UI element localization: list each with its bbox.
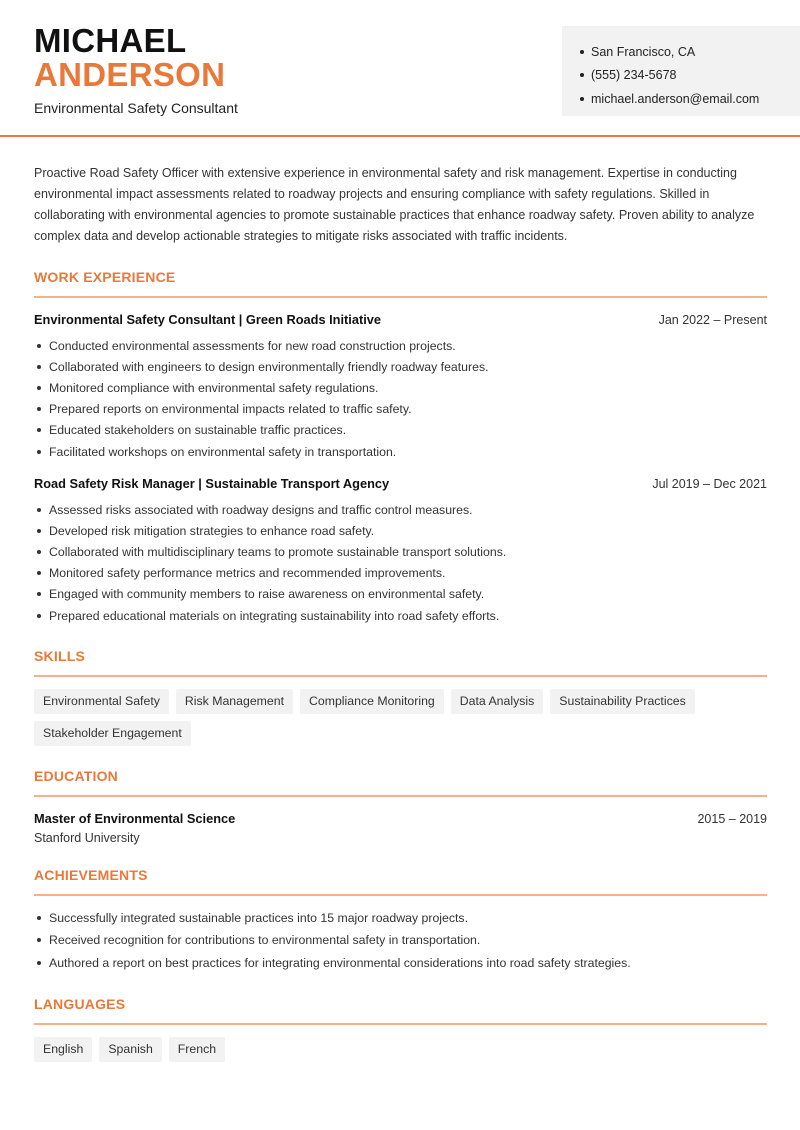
list-item-text: Monitored compliance with environmental safety regulations. — [49, 380, 379, 395]
bullet-icon — [37, 571, 41, 575]
list-item — [34, 441, 767, 462]
education-entry — [34, 811, 767, 845]
skill-chip: Compliance Monitoring — [300, 689, 444, 714]
job-date: Jan 2022 – Present — [658, 313, 767, 327]
list-item-text: Developed risk mitigation strategies to enhance road safety. — [49, 523, 375, 538]
bullet-icon — [37, 407, 41, 411]
contact-email-text: michael.anderson@email.com — [591, 91, 760, 106]
first-name: MICHAEL — [34, 22, 187, 59]
skill-chip: Environmental Safety — [34, 689, 169, 714]
bullet-icon — [37, 365, 41, 369]
bullet-icon — [37, 344, 41, 348]
list-item — [34, 906, 767, 929]
list-item-text: Assessed risks associated with roadway designs and traffic control measures. — [49, 502, 473, 517]
bullet-icon — [37, 529, 41, 533]
job-entry — [34, 476, 767, 626]
contact-phone — [580, 64, 800, 88]
skill-chip: Risk Management — [176, 689, 293, 714]
skill-chip: Stakeholder Engagement — [34, 721, 191, 746]
skills-heading: SKILLS — [34, 648, 767, 677]
bullet-icon — [37, 614, 41, 618]
bullet-icon — [37, 450, 41, 454]
list-item — [34, 356, 767, 377]
achievements-heading: ACHIEVEMENTS — [34, 867, 767, 896]
contact-email — [580, 87, 800, 111]
list-item-text: Facilitated workshops on environmental safety in transportation. — [49, 444, 397, 459]
bullet-icon — [37, 428, 41, 432]
bullet-icon — [37, 916, 41, 920]
skill-chip: Data Analysis — [451, 689, 544, 714]
contact-location — [580, 40, 800, 64]
bullet-icon — [580, 50, 584, 54]
list-item — [34, 335, 767, 356]
list-item — [34, 563, 767, 584]
bullet-icon — [37, 938, 41, 942]
contact-location-text: San Francisco, CA — [591, 44, 696, 59]
list-item-text: Prepared educational materials on integrating sustainability into road safety efforts. — [49, 608, 500, 623]
summary: Proactive Road Safety Officer with extensive experience in environmental safety and risk management. Expertise in conducting environmental impact assessments related to roadway projects and ensuring compliance with safety regulations. Skilled in collaborating with environmental agencies to promote sustainable practices that enhance roadway safety. Proven ability to analyze complex data and develop actionable strategies to mitigate risks associated with traffic incidents. — [34, 166, 755, 243]
resume-body — [34, 163, 767, 1069]
language-chip: French — [169, 1037, 225, 1062]
list-item-text: Conducted environmental assessments for new road construction projects. — [49, 338, 456, 353]
bullet-icon — [37, 386, 41, 390]
list-item — [34, 420, 767, 441]
list-item-text: Monitored safety performance metrics and recommended improvements. — [49, 566, 446, 581]
language-chip: English — [34, 1037, 92, 1062]
list-item — [34, 499, 767, 520]
bullet-icon — [580, 73, 584, 77]
list-item-text: Collaborated with multidisciplinary teams to promote sustainable transport solutions. — [49, 545, 507, 560]
list-item-text: Authored a report on best practices for integrating environmental considerations into road safety strategies. — [49, 955, 631, 970]
contact-phone-text: (555) 234-5678 — [591, 68, 677, 83]
job-bullets — [34, 335, 767, 462]
skill-chip: Sustainability Practices — [550, 689, 694, 714]
list-item — [34, 377, 767, 398]
job-date: Jul 2019 – Dec 2021 — [652, 477, 767, 492]
language-chip: Spanish — [99, 1037, 161, 1062]
list-item-text: Successfully integrated sustainable practices into 15 major roadway projects. — [49, 910, 468, 925]
list-item — [34, 399, 767, 420]
bullet-icon — [37, 508, 41, 512]
languages-heading: LANGUAGES — [34, 996, 767, 1025]
list-item — [34, 584, 767, 605]
job-entry — [34, 312, 767, 462]
list-item-text: Received recognition for contributions to environmental safety in transportation. — [49, 933, 481, 947]
job-title: Environmental Safety Consultant — [34, 100, 238, 116]
list-item — [34, 605, 767, 626]
school: Stanford University — [34, 831, 140, 846]
education-date: 2015 – 2019 — [697, 812, 767, 827]
languages-list — [34, 1037, 734, 1069]
contact-box — [562, 26, 800, 116]
education-heading: EDUCATION — [34, 768, 767, 797]
bullet-icon — [37, 550, 41, 554]
job-role: Environmental Safety Consultant | Green Roads Initiative — [34, 312, 382, 327]
skills-list — [34, 689, 734, 753]
list-item-text: Prepared reports on environmental impacts related to traffic safety. — [49, 402, 412, 417]
last-name: ANDERSON — [34, 56, 226, 93]
bullet-icon — [37, 592, 41, 596]
list-item — [34, 520, 767, 541]
list-item — [34, 542, 767, 563]
resume-header — [0, 0, 800, 137]
achievements-list — [34, 906, 767, 974]
list-item-text: Educated stakeholders on sustainable traffic practices. — [49, 423, 347, 438]
list-item — [34, 929, 767, 952]
list-item — [34, 951, 767, 974]
work-experience-heading: WORK EXPERIENCE — [34, 269, 767, 298]
degree: Master of Environmental Science — [34, 811, 236, 827]
job-bullets — [34, 499, 767, 626]
bullet-icon — [37, 961, 41, 965]
list-item-text: Collaborated with engineers to design environmentally friendly roadway features. — [49, 359, 489, 374]
bullet-icon — [580, 97, 584, 101]
list-item-text: Engaged with community members to raise awareness on environmental safety. — [49, 587, 485, 602]
job-role: Road Safety Risk Manager | Sustainable Transport Agency — [34, 476, 390, 492]
